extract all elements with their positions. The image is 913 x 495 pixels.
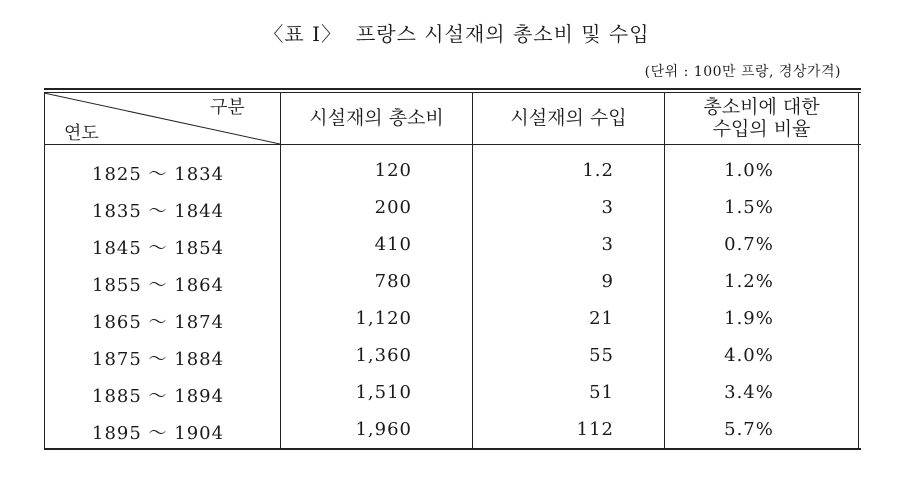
table-top-rule (44, 88, 861, 90)
cell-period: 1845 ～ 1854 (92, 238, 225, 259)
header-ratio-line1: 총소비에 대한 (703, 96, 820, 118)
table-title (0, 18, 913, 47)
table-row (44, 411, 861, 448)
cell-import: 1.2 (582, 160, 614, 181)
cell-total: 1,960 (355, 419, 412, 440)
cell-period: 1855 ～ 1864 (92, 275, 225, 296)
table-row (44, 189, 861, 226)
cell-ratio: 5.7% (724, 419, 774, 440)
cell-period: 1875 ～ 1884 (92, 349, 225, 370)
cell-ratio: 1.9% (724, 308, 774, 329)
cell-period: 1885 ～ 1894 (92, 386, 225, 407)
corner-label-year: 연도 (64, 123, 99, 144)
header-import: 시설재의 수입 (510, 107, 627, 129)
cell-total: 1,120 (355, 308, 412, 329)
unit-note: (단위 : 100만 프랑, 경상가격) (644, 64, 841, 80)
table-row (44, 374, 861, 411)
header-total: 시설재의 총소비 (309, 107, 444, 129)
cell-period: 1835 ～ 1844 (92, 201, 225, 222)
header-divider (44, 144, 861, 145)
cell-import: 3 (601, 197, 614, 218)
cell-import: 112 (576, 419, 614, 440)
cell-import: 9 (601, 271, 614, 292)
cell-total: 780 (374, 271, 412, 292)
cell-total: 200 (374, 197, 412, 218)
header-ratio-line2: 수입의 비율 (712, 118, 811, 140)
table-row (44, 152, 861, 189)
table-row (44, 300, 861, 337)
cell-ratio: 4.0% (724, 345, 774, 366)
cell-period: 1865 ～ 1874 (92, 312, 225, 333)
cell-ratio: 1.5% (724, 197, 774, 218)
cell-total: 410 (374, 234, 412, 255)
cell-ratio: 3.4% (724, 382, 774, 403)
cell-total: 120 (374, 160, 412, 181)
cell-period: 1825 ～ 1834 (92, 164, 225, 185)
cell-import: 55 (589, 345, 614, 366)
table-row (44, 226, 861, 263)
cell-ratio: 0.7% (724, 234, 774, 255)
header-ratio (665, 92, 858, 144)
table-row (44, 263, 861, 300)
corner-label-category: 구분 (210, 97, 245, 118)
table-row (44, 337, 861, 374)
cell-total: 1,360 (355, 345, 412, 366)
cell-ratio: 1.2% (724, 271, 774, 292)
cell-period: 1895 ～ 1904 (92, 423, 225, 444)
cell-import: 3 (601, 234, 614, 255)
cell-import: 21 (589, 308, 614, 329)
table-number: 〈표 I〉 (263, 22, 342, 46)
cell-ratio: 1.0% (724, 160, 774, 181)
cell-import: 51 (589, 382, 614, 403)
table-title-text: 프랑스 시설재의 총소비 및 수입 (355, 22, 650, 46)
table-bottom-rule (44, 448, 861, 450)
cell-total: 1,510 (355, 382, 412, 403)
